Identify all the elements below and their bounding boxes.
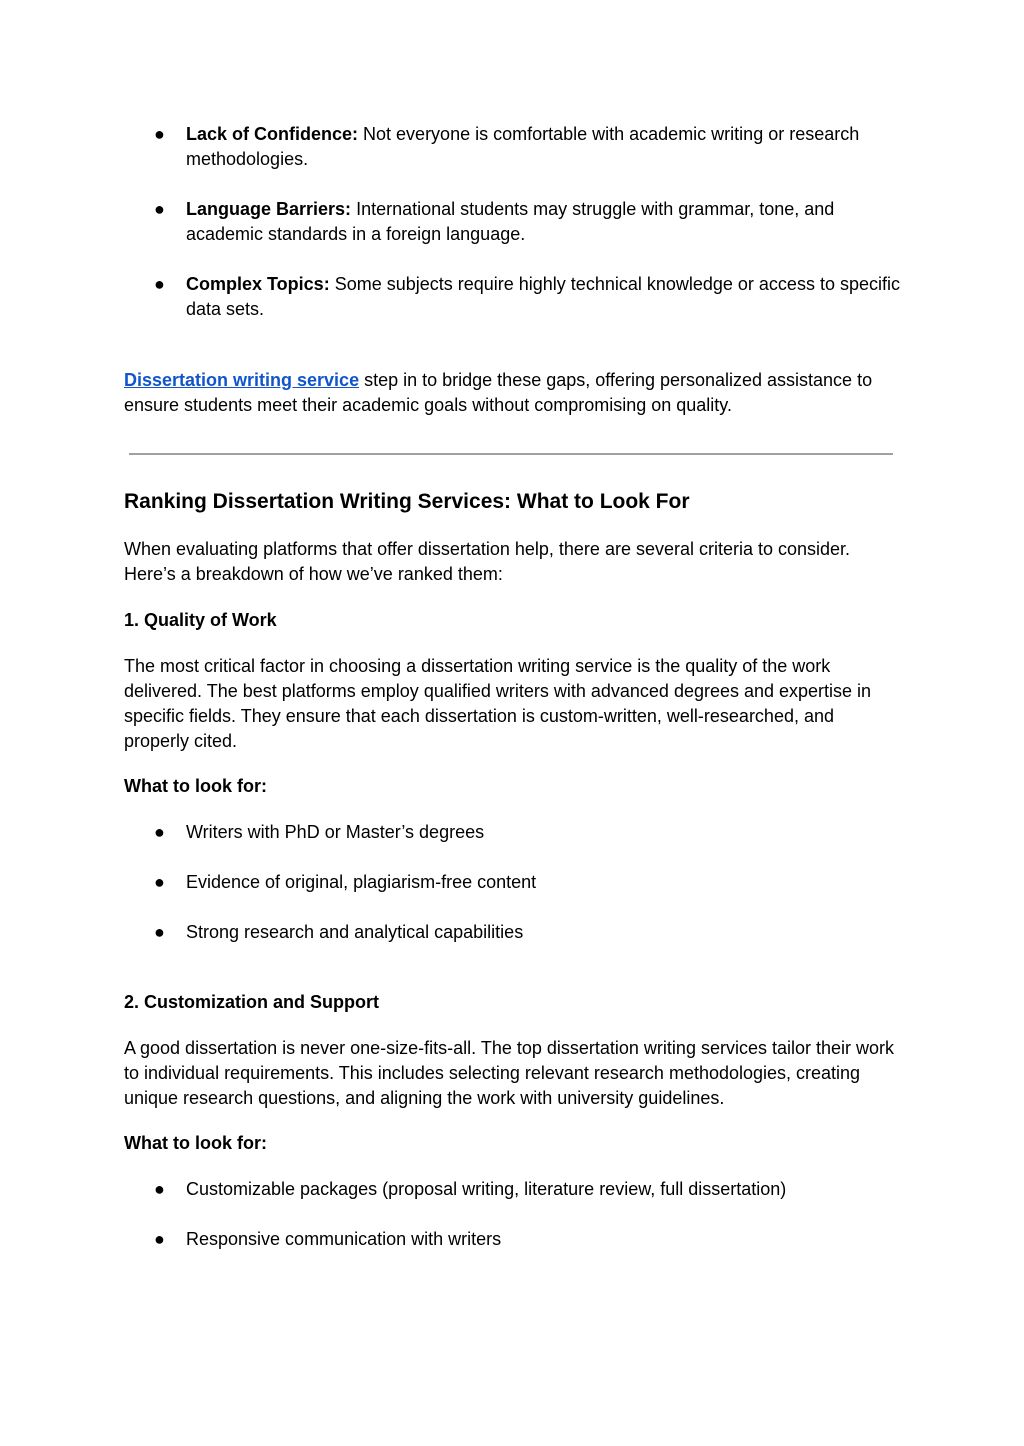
horizontal-divider [129, 453, 893, 455]
criterion-body: A good dissertation is never one-size-fits-all. The top dissertation writing services tailor their work to individual requirements. This includes selecting relevant research methodologies, creating unique research questions, and aligning the work with university guidelines. [124, 1038, 895, 1108]
section-intro: When evaluating platforms that offer dissertation help, there are several criteria to consider. Here’s a breakdown of how we’ve ranked them: [124, 539, 851, 584]
list-item-text [186, 272, 906, 322]
list-item-desc: International students may struggle with grammar, tone, and academic standards in a foreign language. [186, 199, 835, 244]
bullet-glyph: ● [154, 1179, 165, 1199]
list-item-term: Lack of Confidence: [186, 124, 359, 144]
list-item-text: Writers with PhD or Master’s degrees [186, 822, 485, 842]
list-item-term: Language Barriers: [186, 199, 352, 219]
list-item-text: Evidence of original, plagiarism-free content [186, 872, 537, 892]
look-for-label: What to look for: [124, 1133, 267, 1153]
criterion-body: The most critical factor in choosing a dissertation writing service is the quality of the work delivered. The best platforms employ qualified writers with advanced degrees and expertise in specific fields. They ensure that each dissertation is custom-written, well-researched, and properly cited. [124, 656, 872, 751]
list-item-text: Responsive communication with writers [186, 1229, 502, 1249]
list-item-text [186, 197, 906, 247]
list-item-text: Strong research and analytical capabilities [186, 922, 524, 942]
bullet-glyph: ● [154, 872, 165, 892]
list-item-text: Customizable packages (proposal writing, literature review, full dissertation) [186, 1179, 787, 1199]
section-heading: Ranking Dissertation Writing Services: What to Look For [124, 490, 690, 513]
bullet-glyph: ● [154, 124, 165, 144]
list-item-term: Complex Topics: [186, 274, 330, 294]
criterion-heading: 2. Customization and Support [124, 992, 379, 1012]
bullet-glyph: ● [154, 199, 165, 219]
list-item-desc: Not everyone is comfortable with academic writing or research methodologies. [186, 124, 860, 169]
dissertation-service-link[interactable]: Dissertation writing service [124, 370, 360, 390]
bullet-glyph: ● [154, 822, 165, 842]
bullet-glyph: ● [154, 274, 165, 294]
look-for-label: What to look for: [124, 776, 267, 796]
bullet-glyph: ● [154, 1229, 165, 1249]
list-item-desc: Some subjects require highly technical knowledge or access to specific data sets. [186, 274, 900, 319]
list-item-text [186, 122, 906, 172]
bullet-glyph: ● [154, 922, 165, 942]
criterion-heading: 1. Quality of Work [124, 610, 277, 630]
service-paragraph [124, 368, 904, 418]
service-paragraph-text: step in to bridge these gaps, offering personalized assistance to ensure students meet their academic goals without compromising on quality. [124, 370, 873, 415]
